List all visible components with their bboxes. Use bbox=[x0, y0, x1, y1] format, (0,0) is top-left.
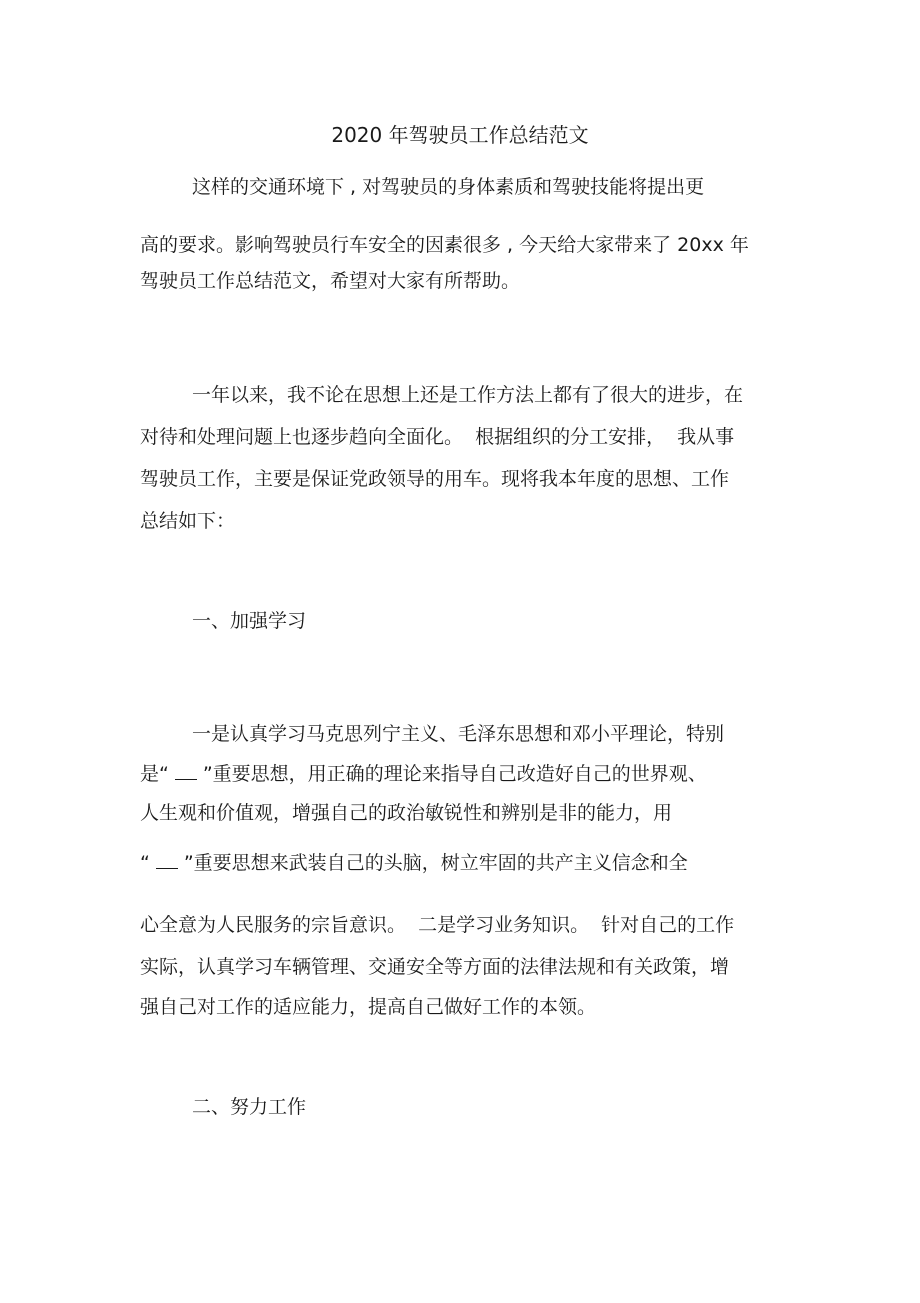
section1-line-4 bbox=[140, 850, 688, 876]
intro-line-3: 驾驶员工作总结范文，希望对大家有所帮助。 bbox=[140, 270, 521, 292]
summary-line-4: 总结如下： bbox=[140, 510, 236, 532]
intro-line-1: 这样的交通环境下 , 对驾驶员的身体素质和驾驶技能将提出更 bbox=[192, 176, 705, 198]
section-heading-2: 二、努力工作 bbox=[192, 1096, 307, 1118]
document-title: 2020 年驾驶员工作总结范文 bbox=[331, 123, 589, 147]
section-heading-1: 一、加强学习 bbox=[192, 610, 307, 632]
section1-line-2 bbox=[140, 761, 707, 787]
fill-in-blank-1 bbox=[175, 765, 197, 780]
summary-line-2: 对待和处理问题上也逐步趋向全面化。 根据组织的分工安排， 我从事 bbox=[140, 426, 735, 448]
fill-in-blank-2 bbox=[156, 854, 178, 869]
section1-line-4-suffix: ”重要思想来武装自己的头脑，树立牢固的共产主义信念和全 bbox=[183, 852, 688, 874]
intro-line-2: 高的要求。影响驾驶员行车安全的因素很多 , 今天给大家带来了 20xx 年 bbox=[140, 234, 749, 256]
section1-line-2-suffix: ”重要思想，用正确的理论来指导自己改造好自己的世界观、 bbox=[202, 763, 707, 785]
section1-line-7: 强自己对工作的适应能力，提高自己做好工作的本领。 bbox=[140, 996, 597, 1018]
section1-line-2-prefix: 是“ bbox=[140, 763, 169, 785]
section1-line-6: 实际，认真学习车辆管理、交通安全等方面的法律法规和有关政策，增 bbox=[140, 956, 730, 978]
section1-line-1: 一是认真学习马克思列宁主义、毛泽东思想和邓小平理论，特别 bbox=[192, 723, 725, 745]
summary-line-3: 驾驶员工作，主要是保证党政领导的用车。现将我本年度的思想、工作 bbox=[140, 468, 730, 490]
summary-line-1: 一年以来，我不论在思想上还是工作方法上都有了很大的进步，在 bbox=[192, 384, 744, 406]
section1-line-4-prefix: “ bbox=[140, 852, 150, 874]
section1-line-5: 心全意为人民服务的宗旨意识。 二是学习业务知识。 针对自己的工作 bbox=[140, 914, 735, 936]
section1-line-3: 人生观和价值观，增强自己的政治敏锐性和辨别是非的能力，用 bbox=[140, 802, 673, 824]
